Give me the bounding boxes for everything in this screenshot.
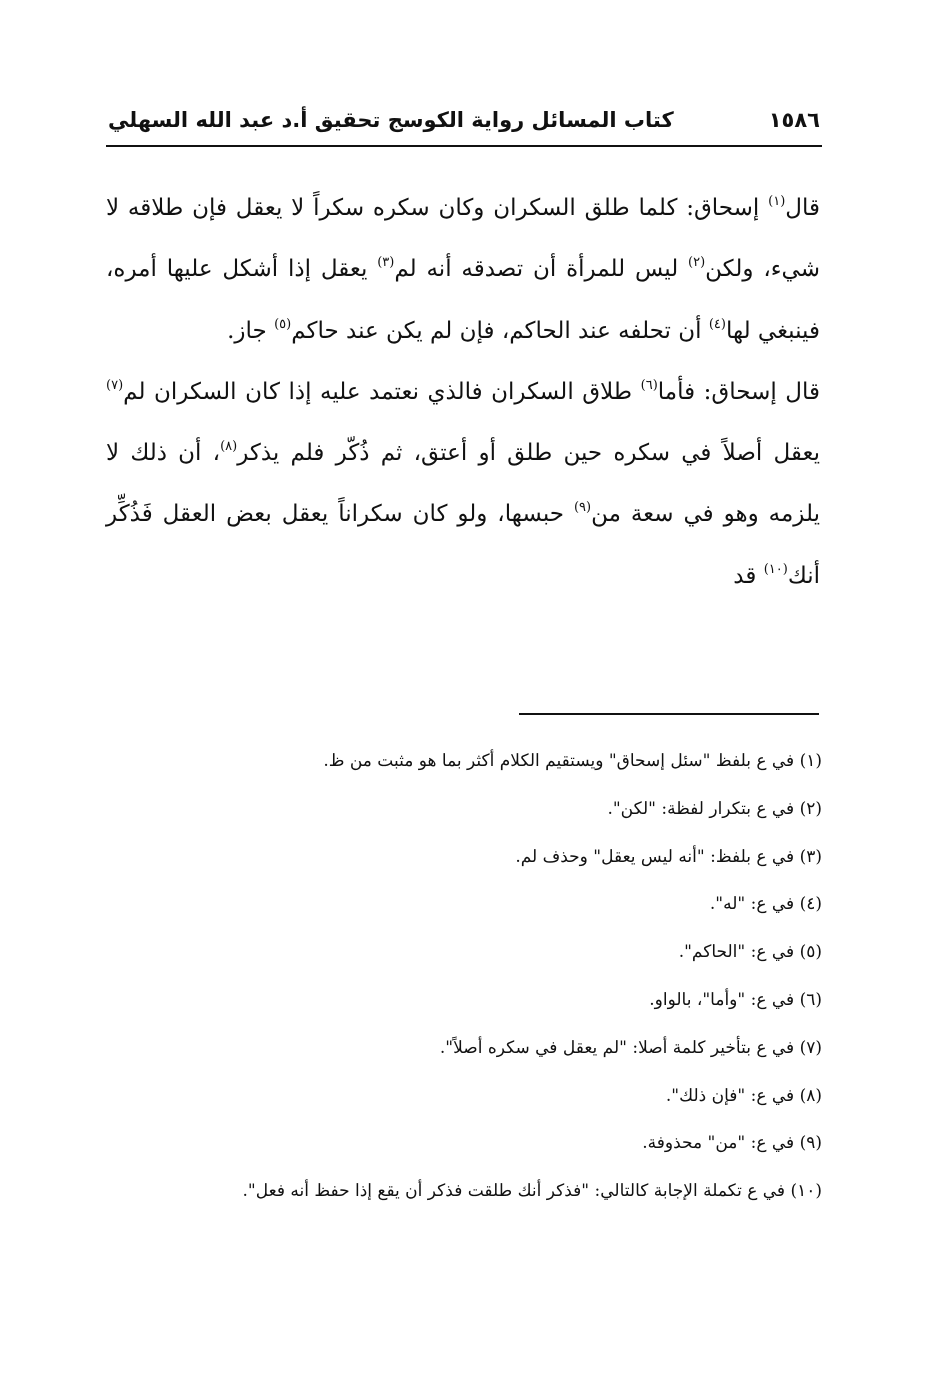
footnote-3: (٣) في ع بلفظ: "أنه ليس يعقل" وحذف لم.: [515, 846, 822, 867]
footnote-8: (٨) في ع: "فإن ذلك".: [665, 1085, 822, 1106]
footnote-1: (١) في ع بلفظ "سئل إسحاق" ويستقيم الكلام أكثر بما هو مثبت من ظ.: [323, 751, 822, 771]
text-run: طلاق السكران فالذي نعتمد عليه إذا كان السكران لم: [123, 378, 641, 405]
footnote-ref-6: (٦): [640, 377, 658, 393]
text-run: قد: [733, 562, 764, 589]
text-run: أن تحلفه عند الحاكم، فإن لم يكن عند حاكم: [291, 317, 709, 344]
footnotes: [106, 738, 822, 1216]
main-text: [106, 178, 820, 607]
footnote-4: (٤) في ع: "له".: [709, 894, 822, 915]
footnote-ref-9: (٩): [573, 500, 592, 516]
footnote-ref-5: (٥): [274, 316, 292, 332]
footnote-2: (٢) في ع بتكرار لفظة: "لكن".: [607, 798, 822, 819]
footnote-ref-7: (٧): [106, 377, 124, 393]
footnote-7: (٧) في ع بتأخير كلمة أصلا: "لم يعقل في سكره أصلاً".: [439, 1037, 822, 1058]
text-run: ليس للمرأة أن تصدقه أنه لم: [394, 256, 689, 283]
footnote-ref-4: (٤): [708, 316, 726, 332]
book-title: كتاب المسائل رواية الكوسج تحقيق أ.د عبد الله السهلي: [108, 108, 674, 132]
footnote-ref-3: (٣): [377, 255, 395, 271]
text-run: ، أن ذلك لا يلزمه وهو في سعة من: [106, 440, 820, 528]
text-run: حبسها، ولو كان سكراناً يعقل بعض العقل فَذُكِّر أنك: [106, 501, 820, 589]
footnote-6: (٦) في ع: "وأما"، بالواو.: [649, 989, 822, 1010]
footnote-ref-2: (٢): [688, 255, 706, 271]
text-run: قال إسحاق: فأما: [657, 378, 820, 405]
paragraph-1: [106, 178, 820, 362]
footnote-10: (١٠) في ع تكملة الإجابة كالتالي: "فذكر أنك طلقت فذكر أن يقع إذا حفظ أنه فعل".: [242, 1181, 822, 1202]
page-number: ١٥٨٦: [768, 108, 820, 132]
footnote-ref-10: (١٠): [763, 561, 788, 577]
text-run: قال: [785, 195, 820, 221]
text-run: يعقل إذا أشكل عليها أمره، فينبغي لها: [106, 256, 820, 344]
paragraph-2: [106, 362, 820, 607]
header-rule: [106, 145, 822, 147]
running-head: [108, 100, 820, 140]
footnote-9: (٩) في ع: "من" محذوفة.: [642, 1133, 822, 1154]
footnote-ref-8: (٨): [220, 439, 238, 455]
footnote-5: (٥) في ع: "الحاكم".: [678, 942, 822, 963]
footnote-ref-1: (١): [768, 194, 786, 209]
footnote-separator: [519, 713, 819, 715]
text-run: جاز.: [227, 317, 275, 344]
text-run: إسحاق: كلما طلق السكران وكان سكره سكراً لا يعقل فإن طلاقه لا شيء، ولكن: [106, 195, 820, 283]
text-run: يعقل أصلاً في سكره حين طلق أو أعتق، ثم ذُكّر فلم يذكر: [237, 440, 821, 467]
